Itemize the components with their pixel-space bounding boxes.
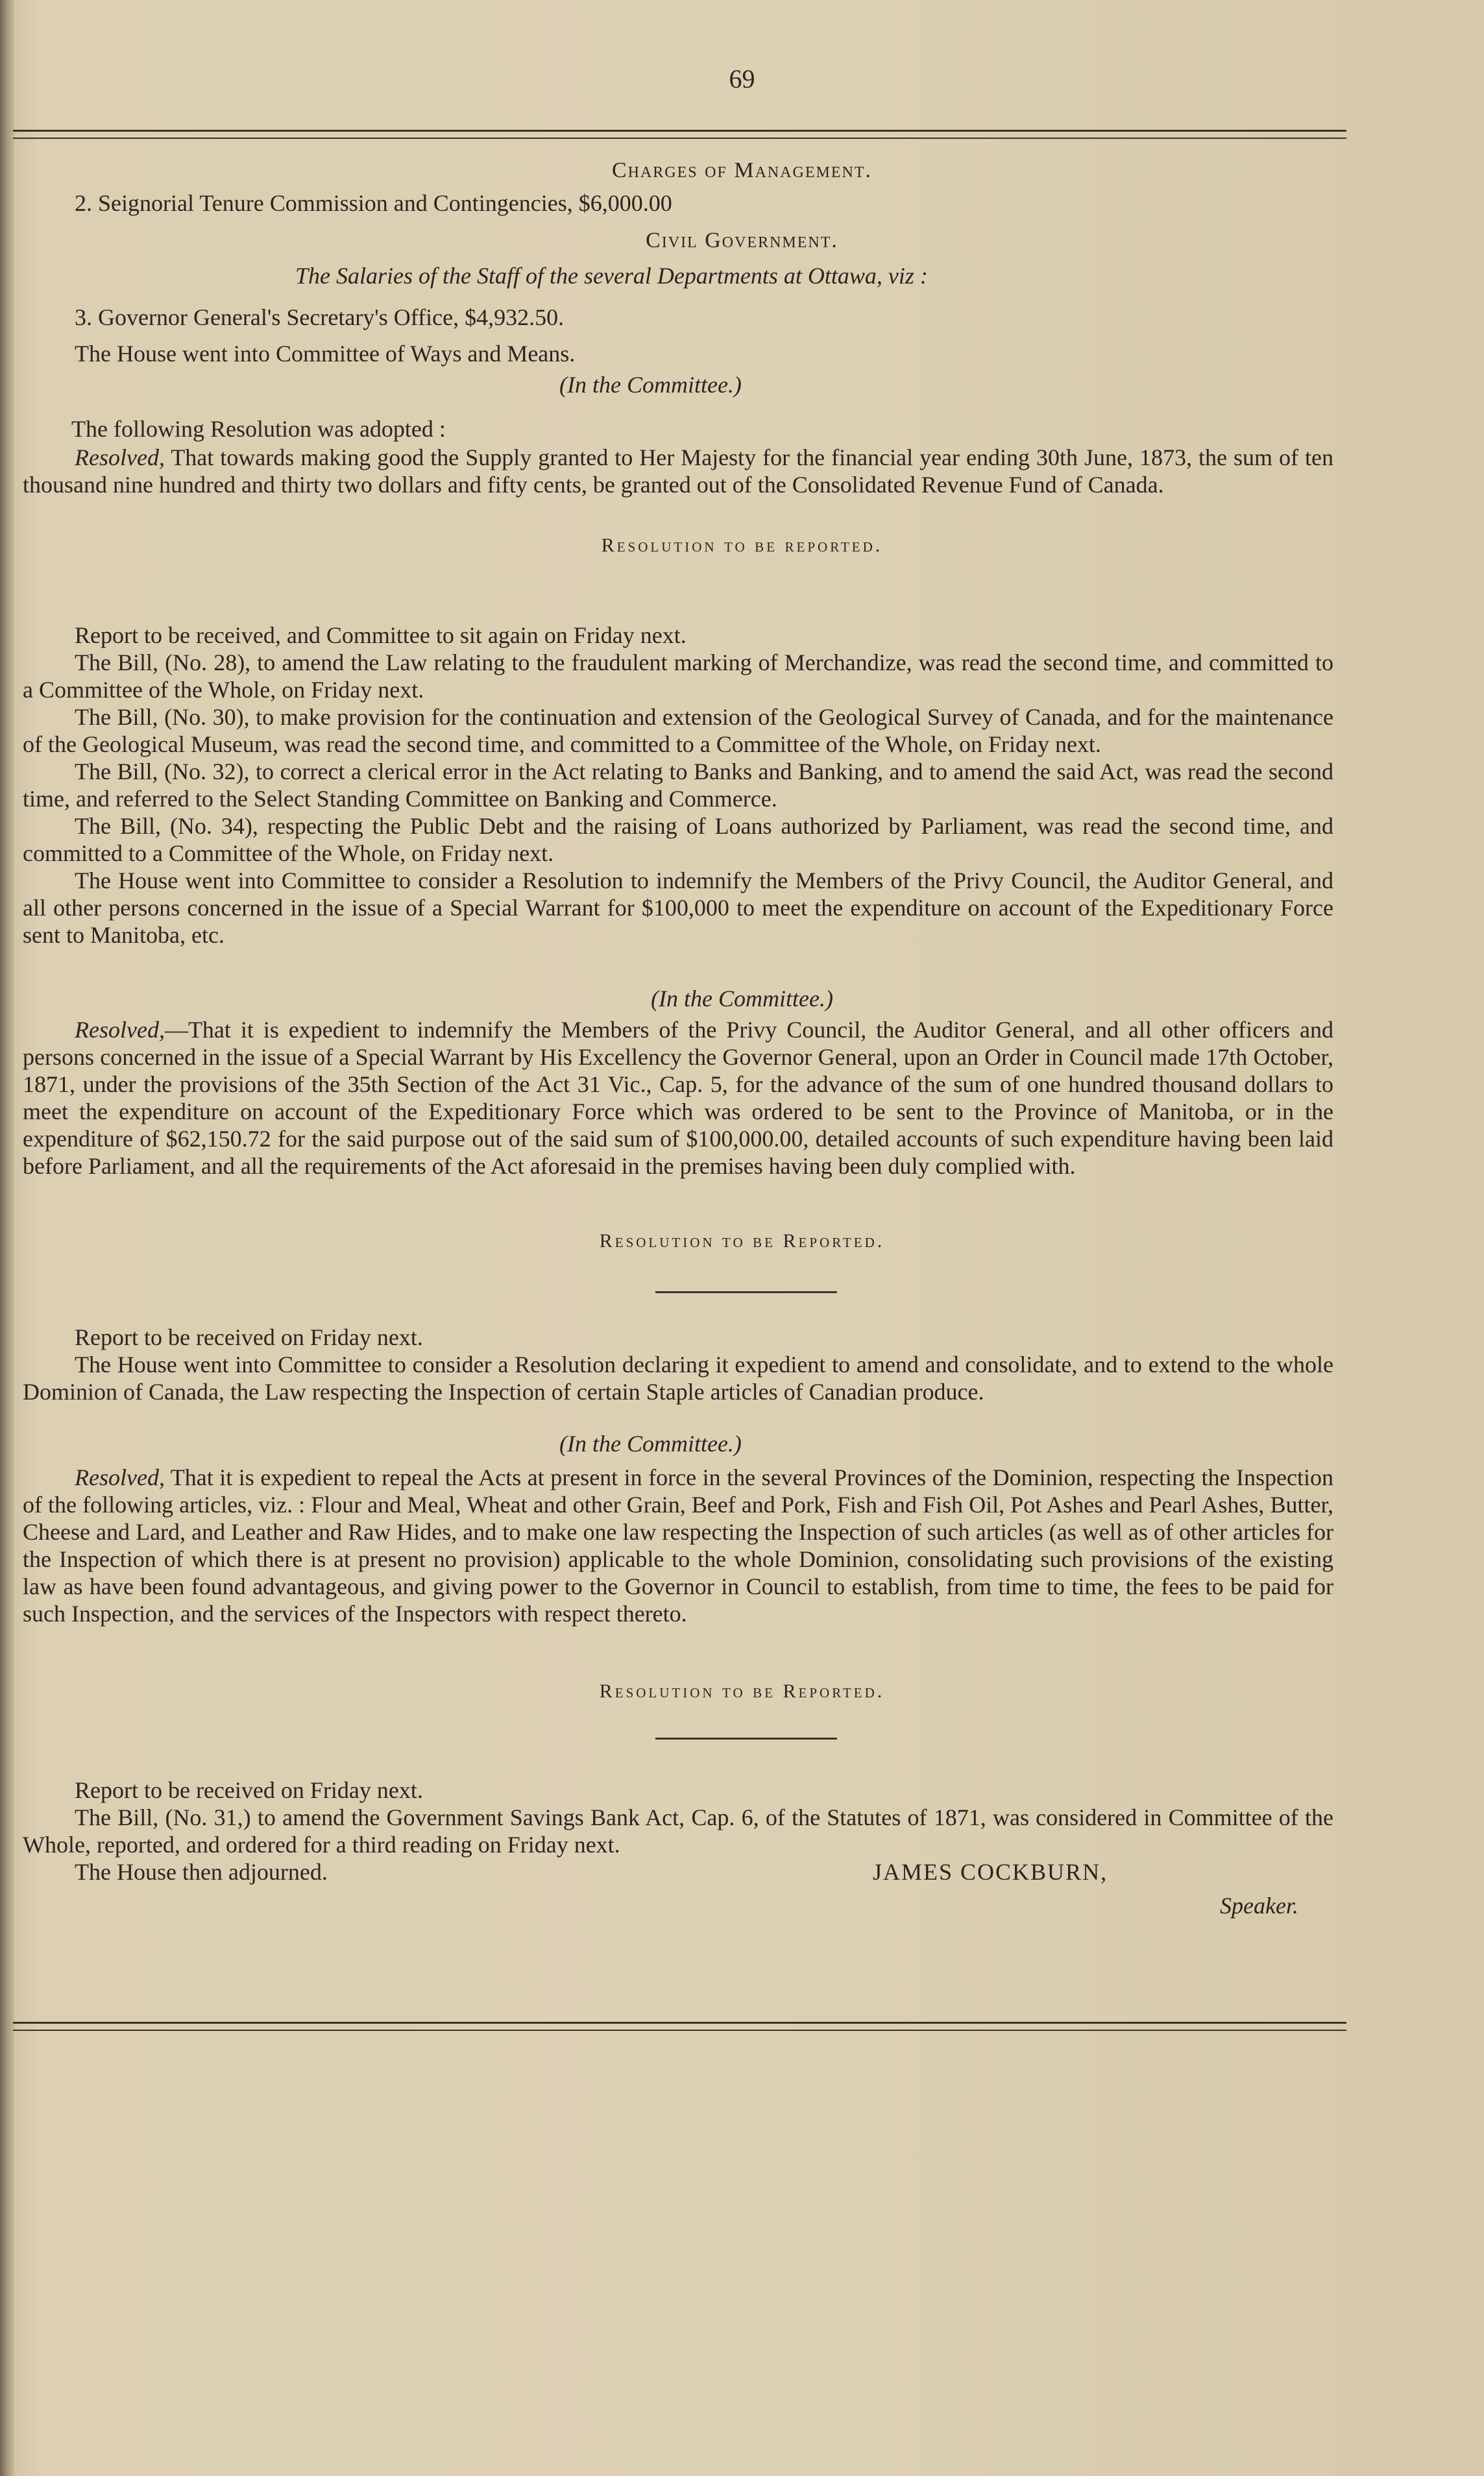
resolution-1 xyxy=(23,444,1333,498)
speaker-title: Speaker. xyxy=(1220,1893,1298,1919)
bill-34: The Bill, (No. 34), respecting the Public Debt and the raising of Loans authorized by Parliament, was read the second time, and committed to a Committee of the Whole, on Friday next. xyxy=(23,813,1333,866)
resolution-2 xyxy=(23,1016,1333,1180)
report-line-1: Report to be received, and Committee to sit again on Friday next. xyxy=(75,622,687,648)
inspection-committee: The House went into Committee to consider a Resolution declaring it expedient to amend and consolidate, and to extend to the whole Dominion of Canada, the Law respecting the Inspection of certain Staple articles of Canadian produce. xyxy=(23,1352,1333,1405)
indemnify-committee: The House went into Committee to consider a Resolution to indemnify the Members of the Privy Council, the Auditor General, and all other persons concerned in the issue of a Special Warrant for $100,000 to meet the expenditure on account of the Expeditionary Force sent to Manitoba, etc. xyxy=(23,868,1333,948)
bill-28: The Bill, (No. 28), to amend the Law relating to the fraudulent marking of Merchandize, was read the second time, and committed to a Committee of the Whole, on Friday next. xyxy=(23,649,1333,703)
heading-charges-of-management: Charges of Management. xyxy=(611,158,873,182)
bill-32: The Bill, (No. 32), to correct a clerical error in the Act relating to Banks and Banking, and to amend the said Act, was read the second time, and referred to the Select Standing Committee on Banking and Commerce. xyxy=(23,759,1333,812)
salaries-line: The Salaries of the Staff of the several Departments at Ottawa, viz : xyxy=(295,263,928,289)
resolution-3-text: That it is expedient to repeal the Acts at present in force in the several Provinces of the Dominion, respecting the Inspection of the following articles, viz. : Flour and Meal, Wheat and other Grain, Beef and Pork, Fish and Fish Oil, Pot Ashes and Pearl Ashes, Butter, Cheese and Lard, and Leather and Raw Hides, and to make one law respecting the Inspection of such articles (as well as of other articles for the Inspection of which there is at present no provision) applicable to the whole Dominion, consolidating such provisions of the existing law as have been found advantageous, and giving power to the Governor in Council to establish, from time to time, the fees to be paid for such Inspection, and the services of the Inspectors with respect thereto. xyxy=(23,1464,1333,1627)
section-2-body xyxy=(23,622,1333,949)
in-committee-1: (In the Committee.) xyxy=(559,372,742,398)
resolution-1-text: That towards making good the Supply granted to Her Majesty for the financial year ending 30th June, 1873, the sum of ten thousand nine hundred and thirty two dollars and fifty cents, be granted out of the Consolidated Revenue Fund of Canada. xyxy=(23,444,1333,498)
item-3: 3. Governor General's Secretary's Office, $4,932.50. xyxy=(75,304,565,330)
house-adjourned: The House then adjourned. xyxy=(75,1859,328,1885)
in-committee-3: (In the Committee.) xyxy=(559,1431,742,1457)
resolution-adopted: The following Resolution was adopted : xyxy=(71,416,446,442)
resolution-reported-3: Resolution to be Reported. xyxy=(599,1681,885,1702)
report-line-3: Report to be received on Friday next. xyxy=(75,1777,423,1803)
header-rule xyxy=(13,130,1346,139)
footer-rule xyxy=(13,2022,1346,2031)
resolved-word: Resolved, xyxy=(75,1017,165,1043)
page-number: 69 xyxy=(729,64,755,93)
section-divider-1 xyxy=(655,1291,837,1293)
report-line-2: Report to be received on Friday next. xyxy=(75,1324,423,1350)
bill-30: The Bill, (No. 30), to make provision for the continuation and extension of the Geological Survey of Canada, and for the maintenance of the Geological Museum, was read the second time, and committed to a Committee of the Whole, on Friday next. xyxy=(23,704,1333,757)
resolution-reported-2: Resolution to be Reported. xyxy=(599,1230,885,1252)
resolved-word: Resolved, xyxy=(75,444,165,470)
bill-31: The Bill, (No. 31,) to amend the Government Savings Bank Act, Cap. 6, of the Statutes of 1871, was considered in Committee of the Whole, reported, and ordered for a third reading on Friday next. xyxy=(23,1804,1333,1858)
resolution-2-text: —That it is expedient to indemnify the Members of the Privy Council, the Auditor General, and all other officers and persons concerned in the issue of a Special Warrant by His Excellency the Governor General, upon an Order in Council made 17th October, 1871, under the provisions of the 35th Section of the Act 31 Vic., Cap. 5, for the advance of the sum of one hundred thousand dollars to meet the expenditure on account of the Expeditionary Force which was ordered to be sent to the Province of Manitoba, or in the expenditure of $62,150.72 for the said purpose out of the said sum of $100,000.00, detailed accounts of such expenditure having been laid before Parliament, and all the requirements of the Act aforesaid in the premises having been duly complied with. xyxy=(23,1017,1333,1179)
resolved-word: Resolved, xyxy=(75,1464,165,1490)
section-divider-2 xyxy=(655,1738,837,1740)
section-3-body xyxy=(23,1324,1333,1405)
in-committee-2: (In the Committee.) xyxy=(651,986,833,1012)
resolution-3 xyxy=(23,1464,1333,1627)
speaker-name: JAMES COCKBURN, xyxy=(873,1859,1108,1885)
section-4-body xyxy=(23,1777,1333,1886)
resolution-reported-1: Resolution to be reported. xyxy=(601,535,883,556)
ways-and-means: The House went into Committee of Ways and Means. xyxy=(75,341,576,367)
item-2: 2. Seignorial Tenure Commission and Contingencies, $6,000.00 xyxy=(75,190,672,216)
heading-civil-government: Civil Government. xyxy=(646,228,838,252)
